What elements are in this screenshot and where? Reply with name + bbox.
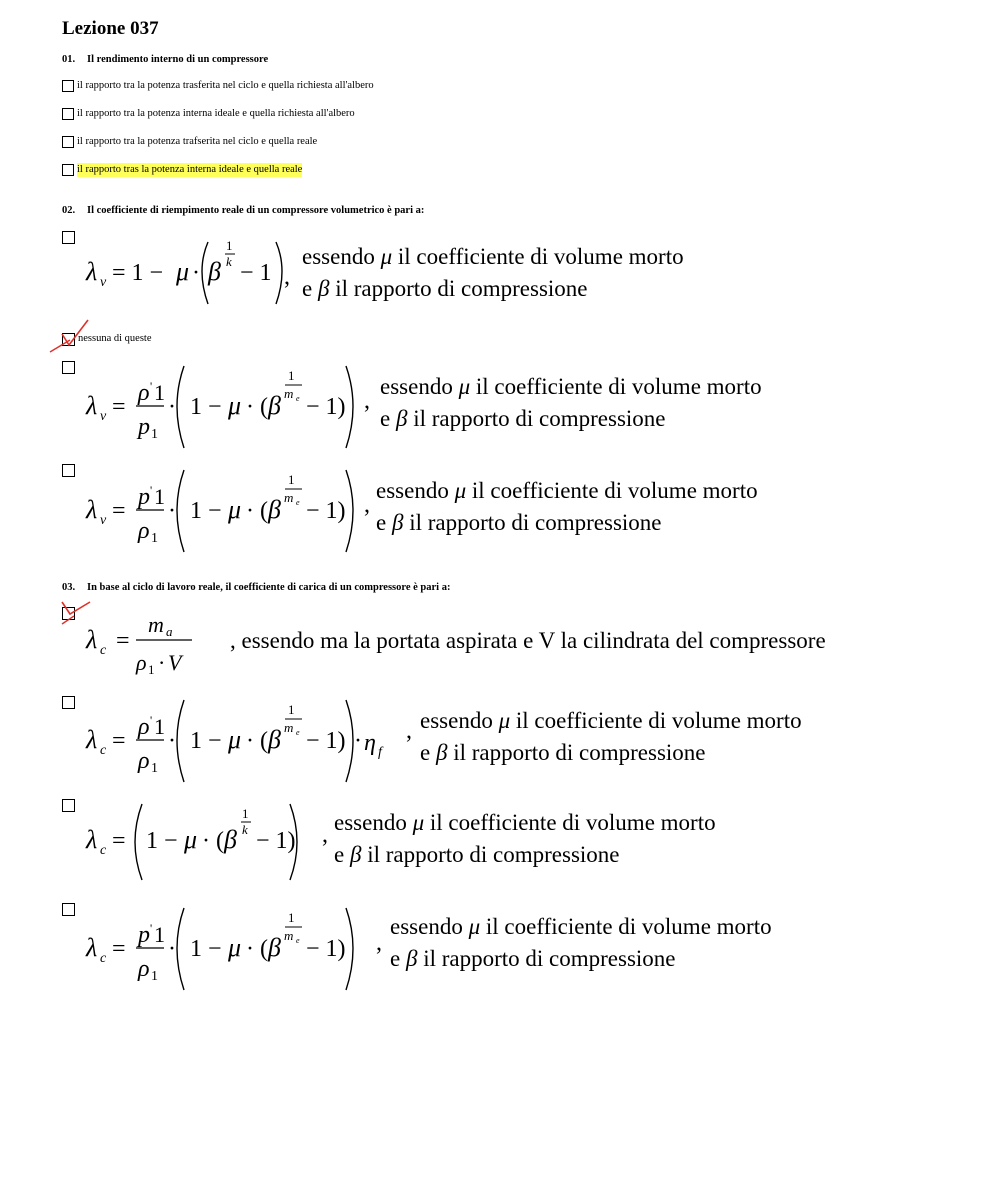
- svg-text:p: p: [138, 922, 150, 948]
- option-text: il rapporto tra la potenza trafserita nel ciclo e quella reale: [77, 136, 318, 147]
- svg-text:essendo μ il coefficiente di v: essendo μ il coefficiente di volume morto: [380, 374, 762, 399]
- svg-text:1: 1: [154, 380, 165, 405]
- svg-text:e: e: [296, 498, 300, 507]
- svg-text:=: =: [116, 628, 130, 654]
- svg-text:ρ: ρ: [138, 714, 150, 740]
- svg-text:1: 1: [288, 702, 295, 717]
- svg-text:− 1): − 1): [306, 498, 346, 524]
- svg-text:1 −: 1 −: [146, 828, 178, 854]
- svg-text:v: v: [100, 409, 107, 424]
- svg-text:μ: μ: [228, 725, 242, 754]
- svg-text:·: ·: [168, 498, 176, 524]
- svg-text:− 1): − 1): [306, 394, 346, 420]
- page-title: Lezione 037: [62, 18, 159, 39]
- svg-text:μ: μ: [228, 391, 242, 420]
- question-text: Il coefficiente di riempimento reale di un compressore volumetrico è pari a:: [87, 205, 425, 216]
- svg-text:1: 1: [242, 806, 249, 821]
- formula-q2-a: [80, 228, 780, 313]
- svg-text:essendo μ il coefficiente di v: essendo μ il coefficiente di volume morto: [334, 810, 716, 835]
- svg-text:,: ,: [364, 492, 370, 518]
- svg-text:,: ,: [284, 264, 290, 290]
- svg-text:1: 1: [151, 427, 158, 442]
- svg-text:β: β: [268, 725, 281, 754]
- check-mark-icon: [48, 318, 92, 356]
- question-01: [62, 53, 268, 67]
- svg-text:,: ,: [364, 388, 370, 414]
- svg-text:β: β: [268, 495, 281, 524]
- question-number: 02.: [62, 205, 76, 216]
- svg-text:c: c: [100, 951, 107, 966]
- option-text: nessuna di queste: [78, 333, 152, 344]
- svg-text:c: c: [100, 743, 107, 758]
- svg-text:λ: λ: [86, 495, 98, 524]
- svg-text:e β il rapporto di compression: e β il rapporto di compressione: [334, 842, 620, 867]
- svg-text:·: ·: [158, 650, 166, 675]
- svg-text:1: 1: [151, 531, 158, 546]
- svg-text:1 −: 1 −: [190, 728, 222, 754]
- svg-text:e: e: [296, 394, 300, 403]
- svg-text:μ: μ: [176, 257, 190, 286]
- svg-text:a: a: [166, 624, 173, 639]
- svg-text:·: ·: [192, 260, 200, 286]
- svg-text:λ: λ: [86, 825, 98, 854]
- formula-q2-d: [80, 464, 840, 559]
- svg-text:1: 1: [154, 714, 165, 739]
- svg-text:1 −: 1 −: [190, 936, 222, 962]
- svg-text:1: 1: [154, 922, 165, 947]
- svg-text:e β il rapporto di compression: e β il rapporto di compressione: [380, 406, 666, 431]
- svg-text:=: =: [112, 498, 126, 524]
- svg-text:m: m: [284, 928, 294, 943]
- svg-text:λ: λ: [86, 391, 98, 420]
- svg-text:1 −: 1 −: [190, 498, 222, 524]
- svg-text:1: 1: [151, 761, 158, 776]
- svg-text:β: β: [268, 933, 281, 962]
- svg-text:ρ: ρ: [136, 650, 147, 675]
- svg-text:− 1): − 1): [256, 828, 296, 854]
- svg-text:·: ·: [168, 728, 176, 754]
- option-text: il rapporto tra la potenza trasferita nel ciclo e quella richiesta all'albero: [77, 80, 374, 91]
- question-text: In base al ciclo di lavoro reale, il coefficiente di carica di un compressore è pari a:: [87, 582, 451, 593]
- svg-text:1: 1: [288, 910, 295, 925]
- svg-text:1: 1: [226, 238, 233, 253]
- svg-text:η: η: [364, 730, 376, 756]
- svg-text:=: =: [112, 936, 126, 962]
- svg-text:· (: · (: [246, 394, 268, 420]
- formula-caption: essendo: [302, 244, 375, 269]
- svg-text:1: 1: [148, 662, 155, 677]
- formula-q3-c: [80, 798, 800, 888]
- svg-text:μ: μ: [228, 933, 242, 962]
- svg-text:m: m: [148, 612, 164, 637]
- svg-text:m: m: [284, 490, 294, 505]
- svg-text:β: β: [208, 257, 221, 286]
- svg-text:μ: μ: [184, 825, 198, 854]
- formula-caption: il coefficiente di volume morto: [397, 244, 684, 269]
- option-text: il rapporto tra la potenza interna ideale e quella richiesta all'albero: [77, 108, 355, 119]
- question-02: [62, 204, 424, 218]
- formula-q2-c: [80, 360, 840, 455]
- answer-option[interactable]: [62, 135, 317, 149]
- svg-text:=: =: [112, 728, 126, 754]
- svg-text:k: k: [226, 254, 232, 269]
- svg-text:p: p: [138, 484, 150, 510]
- option-checkbox[interactable]: [62, 464, 75, 477]
- svg-text:λ: λ: [86, 725, 98, 754]
- svg-text:essendo μ il coefficiente di v: essendo μ il coefficiente di volume morto: [420, 708, 802, 733]
- svg-text:V: V: [168, 650, 182, 675]
- formula-caption: , essendo ma la portata aspirata e V la cilindrata del compressore: [230, 628, 826, 653]
- svg-text:,: ,: [406, 718, 412, 744]
- svg-text:λ: λ: [86, 625, 98, 654]
- svg-text:': ': [150, 379, 153, 393]
- svg-text:m: m: [284, 720, 294, 735]
- svg-text:=: =: [112, 394, 126, 420]
- svg-text:e β il rapporto di compression: e β il rapporto di compressione: [376, 510, 662, 535]
- formula-q3-a: [80, 608, 920, 683]
- svg-text:v: v: [100, 513, 107, 528]
- answer-option-highlighted[interactable]: [62, 163, 302, 177]
- question-03: [62, 581, 450, 595]
- svg-text:·: ·: [354, 728, 362, 754]
- svg-text:1 −: 1 −: [190, 394, 222, 420]
- svg-text:,: ,: [322, 822, 328, 848]
- svg-text:1: 1: [288, 472, 295, 487]
- svg-text:e: e: [296, 936, 300, 945]
- formula-q3-d: [80, 902, 860, 997]
- question-number: 03.: [62, 582, 76, 593]
- option-checkbox[interactable]: [62, 231, 75, 244]
- answer-option[interactable]: [62, 107, 355, 121]
- answer-option[interactable]: [62, 79, 374, 93]
- svg-text:c: c: [100, 843, 107, 858]
- svg-text:v: v: [100, 275, 107, 290]
- svg-text:− 1): − 1): [306, 936, 346, 962]
- svg-text:λ: λ: [86, 257, 98, 286]
- svg-text:essendo μ il coefficiente di v: essendo μ il coefficiente di volume morto: [390, 914, 772, 939]
- svg-text:k: k: [242, 822, 248, 837]
- svg-text:− 1: − 1: [240, 260, 272, 286]
- svg-text:λ: λ: [86, 933, 98, 962]
- question-text: Il rendimento interno di un compressore: [87, 54, 269, 65]
- option-checkbox[interactable]: [62, 696, 75, 709]
- svg-text:m: m: [284, 386, 294, 401]
- svg-text:e β il rapporto di compression: e β il rapporto di compressione: [390, 946, 676, 971]
- svg-text:e: e: [296, 728, 300, 737]
- svg-text:f: f: [378, 745, 382, 760]
- svg-text:− 1): − 1): [306, 728, 346, 754]
- svg-text:β: β: [268, 391, 281, 420]
- svg-text:e β il rapporto di compression: e β il rapporto di compressione: [420, 740, 706, 765]
- svg-text:· (: · (: [246, 728, 268, 754]
- svg-text:= 1 −: = 1 −: [112, 260, 164, 286]
- svg-text:c: c: [100, 643, 107, 658]
- svg-text:· (: · (: [246, 498, 268, 524]
- option-checkbox[interactable]: [62, 164, 74, 176]
- svg-text:ρ: ρ: [138, 956, 150, 982]
- formula-q3-b: [80, 694, 880, 789]
- option-checkbox[interactable]: [62, 136, 74, 148]
- svg-text:': ': [150, 483, 153, 497]
- option-checkbox[interactable]: [62, 903, 75, 916]
- question-number: 01.: [62, 54, 76, 65]
- option-checkbox[interactable]: [62, 361, 75, 374]
- svg-text:=: =: [112, 828, 126, 854]
- svg-text:·: ·: [168, 394, 176, 420]
- svg-text:·: ·: [168, 936, 176, 962]
- svg-text:ρ: ρ: [138, 380, 150, 406]
- svg-text:ρ: ρ: [138, 518, 150, 544]
- option-text: il rapporto tras la potenza interna ideale e quella reale: [77, 164, 303, 175]
- svg-text:,: ,: [376, 930, 382, 956]
- option-checkbox[interactable]: [62, 80, 74, 92]
- svg-text:e β il rapporto di compression: e β il rapporto di compressione: [302, 276, 588, 301]
- svg-text:1: 1: [151, 969, 158, 984]
- svg-text:essendo μ il coefficiente di v: essendo μ il coefficiente di volume morto: [376, 478, 758, 503]
- svg-text:· (: · (: [246, 936, 268, 962]
- svg-text:μ: μ: [228, 495, 242, 524]
- svg-text:β: β: [224, 825, 237, 854]
- svg-text:1: 1: [288, 368, 295, 383]
- option-checkbox[interactable]: [62, 108, 74, 120]
- svg-text:': ': [150, 713, 153, 727]
- svg-text:p: p: [138, 414, 150, 440]
- svg-text:1: 1: [154, 484, 165, 509]
- svg-text:ρ: ρ: [138, 748, 150, 774]
- option-checkbox[interactable]: [62, 799, 75, 812]
- svg-text:· (: · (: [202, 828, 224, 854]
- svg-text:': ': [150, 921, 153, 935]
- svg-text:essendo μ il coefficiente di v: essendo μ il coefficiente di volume morto: [302, 244, 684, 269]
